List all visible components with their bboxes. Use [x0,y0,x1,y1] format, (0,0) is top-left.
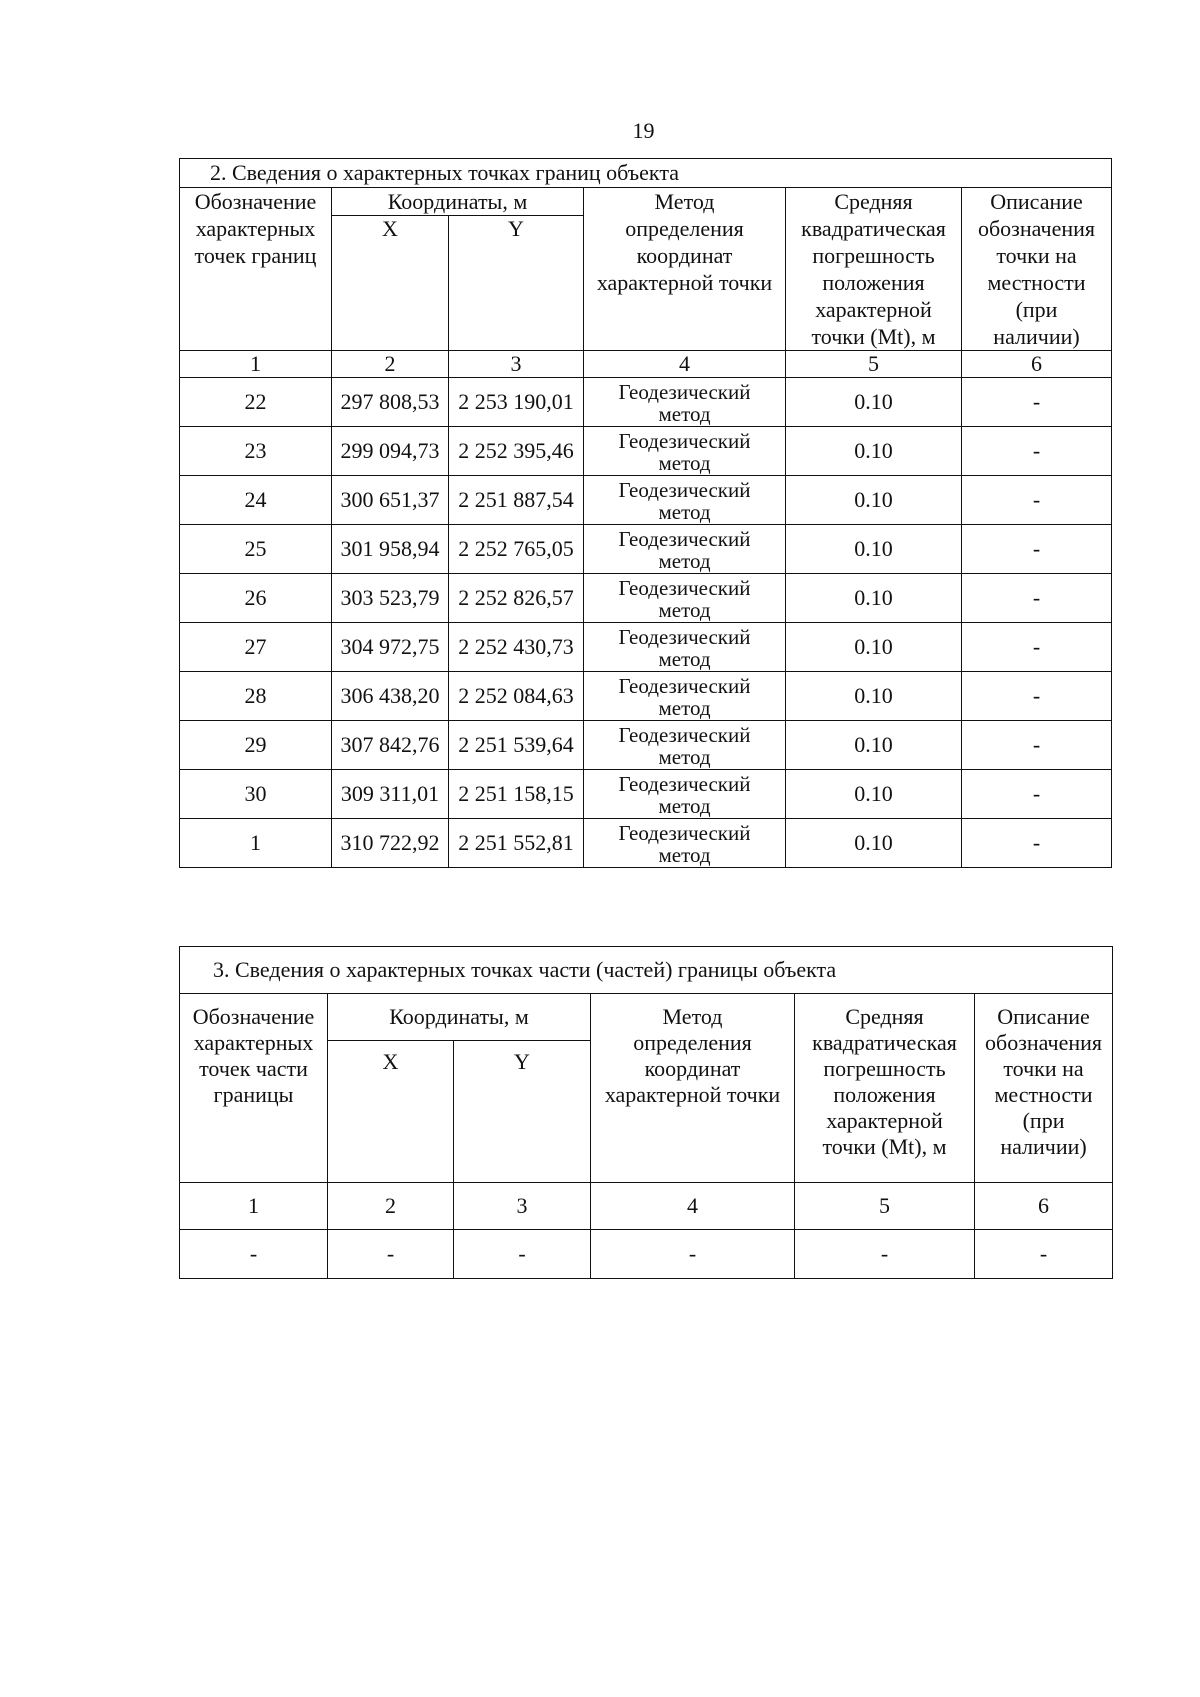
cell-method [584,427,786,476]
cell-point: 1 [180,819,332,868]
header-x: X [328,1041,454,1183]
cell-point: 28 [180,672,332,721]
column-number: 1 [180,1183,328,1230]
column-number: 3 [449,351,584,378]
cell-point: 29 [180,721,332,770]
method-line: метод [658,401,711,426]
table-row [180,476,1112,525]
table-title: 3. Сведения о характерных точках части (частей) границы объекта [180,947,1113,994]
cell-description: - [962,672,1112,721]
cell-error: 0.10 [786,672,962,721]
method-line: метод [658,744,711,769]
cell-error: - [795,1230,975,1279]
column-number: 4 [584,351,786,378]
method-line: метод [658,646,711,671]
method-line: метод [658,548,711,573]
header-description: Описание обозначения точки на местности (при наличии) [975,994,1113,1183]
cell-point: 22 [180,378,332,427]
column-number: 6 [962,351,1112,378]
cell-description: - [962,770,1112,819]
cell-description: - [962,378,1112,427]
method-line: Геодезический [618,673,751,698]
cell-description: - [962,525,1112,574]
header-coordinates: Координаты, м [332,188,584,216]
cell-error: 0.10 [786,819,962,868]
method-line: метод [658,499,711,524]
cell-y: 2 251 552,81 [449,819,584,868]
header-designation: Обозначение характерных точек части границы [180,994,328,1183]
cell-x: - [328,1230,454,1279]
cell-y: 2 253 190,01 [449,378,584,427]
cell-x: 303 523,79 [332,574,449,623]
table-row [180,427,1112,476]
table-row [180,525,1112,574]
cell-y: 2 251 158,15 [449,770,584,819]
cell-point: 23 [180,427,332,476]
cell-method [584,770,786,819]
cell-point: 24 [180,476,332,525]
cell-error: 0.10 [786,770,962,819]
cell-description: - [962,819,1112,868]
cell-x: 309 311,01 [332,770,449,819]
cell-error: 0.10 [786,574,962,623]
method-line: Геодезический [618,624,751,649]
cell-description: - [962,427,1112,476]
cell-method [584,819,786,868]
header-x: X [332,216,449,351]
cell-description: - [962,721,1112,770]
method-line: метод [658,695,711,720]
table-row [180,672,1112,721]
column-numbers-row [180,1183,1113,1230]
header-method: Метод определения координат характерной точки [591,994,795,1183]
column-number: 6 [975,1183,1113,1230]
cell-method [584,623,786,672]
method-line: метод [658,450,711,475]
table-row [180,623,1112,672]
cell-x: 307 842,76 [332,721,449,770]
method-line: Геодезический [618,771,751,796]
cell-x: 306 438,20 [332,672,449,721]
cell-point: 25 [180,525,332,574]
header-error: Средняя квадратическая погрешность положения характерной точки (Mt), м [786,188,962,351]
table-row [180,574,1112,623]
cell-method [584,721,786,770]
header-coordinates: Координаты, м [328,994,591,1041]
cell-point: 26 [180,574,332,623]
method-line: Геодезический [618,722,751,747]
cell-point: - [180,1230,328,1279]
method-line: метод [658,793,711,818]
cell-y: 2 252 395,46 [449,427,584,476]
cell-description: - [975,1230,1113,1279]
cell-x: 299 094,73 [332,427,449,476]
cell-y: 2 252 084,63 [449,672,584,721]
cell-method [584,378,786,427]
table-row [180,721,1112,770]
cell-point: 27 [180,623,332,672]
cell-error: 0.10 [786,476,962,525]
cell-x: 310 722,92 [332,819,449,868]
cell-y: 2 252 430,73 [449,623,584,672]
method-line: Геодезический [618,575,751,600]
cell-y: - [454,1230,591,1279]
column-number: 5 [795,1183,975,1230]
cell-x: 300 651,37 [332,476,449,525]
cell-error: 0.10 [786,378,962,427]
method-line: Геодезический [618,820,751,845]
column-number: 3 [454,1183,591,1230]
header-description: Описание обозначения точки на местности (при наличии) [962,188,1112,351]
method-line: Геодезический [618,477,751,502]
cell-method [584,476,786,525]
cell-method: - [591,1230,795,1279]
cell-x: 301 958,94 [332,525,449,574]
cell-error: 0.10 [786,525,962,574]
part-boundary-points-table [179,946,1113,1279]
table-row [180,378,1112,427]
header-error: Средняя квадратическая погрешность положения характерной точки (Mt), м [795,994,975,1183]
cell-x: 304 972,75 [332,623,449,672]
cell-error: 0.10 [786,623,962,672]
page-number: 19 [632,118,655,143]
cell-y: 2 251 539,64 [449,721,584,770]
column-numbers-row [180,351,1112,378]
cell-description: - [962,476,1112,525]
table-row [180,819,1112,868]
method-line: Геодезический [618,526,751,551]
method-line: Геодезический [618,379,751,404]
cell-description: - [962,574,1112,623]
cell-method [584,574,786,623]
cell-point: 30 [180,770,332,819]
cell-x: 297 808,53 [332,378,449,427]
column-number: 2 [332,351,449,378]
method-line: метод [658,597,711,622]
cell-y: 2 252 826,57 [449,574,584,623]
column-number: 5 [786,351,962,378]
table-title: 2. Сведения о характерных точках границ объекта [180,159,1112,188]
method-line: метод [658,842,711,867]
cell-y: 2 252 765,05 [449,525,584,574]
table-row [180,770,1112,819]
column-number: 1 [180,351,332,378]
column-number: 2 [328,1183,454,1230]
cell-error: 0.10 [786,721,962,770]
header-y: Y [454,1041,591,1183]
header-y: Y [449,216,584,351]
header-designation: Обозначение характерных точек границ [180,188,332,351]
method-line: Геодезический [618,428,751,453]
cell-description: - [962,623,1112,672]
cell-method [584,672,786,721]
column-number: 4 [591,1183,795,1230]
header-method: Метод определения координат характерной точки [584,188,786,351]
cell-method [584,525,786,574]
cell-error: 0.10 [786,427,962,476]
table-row [180,1230,1113,1279]
boundary-points-table [179,158,1112,868]
cell-y: 2 251 887,54 [449,476,584,525]
